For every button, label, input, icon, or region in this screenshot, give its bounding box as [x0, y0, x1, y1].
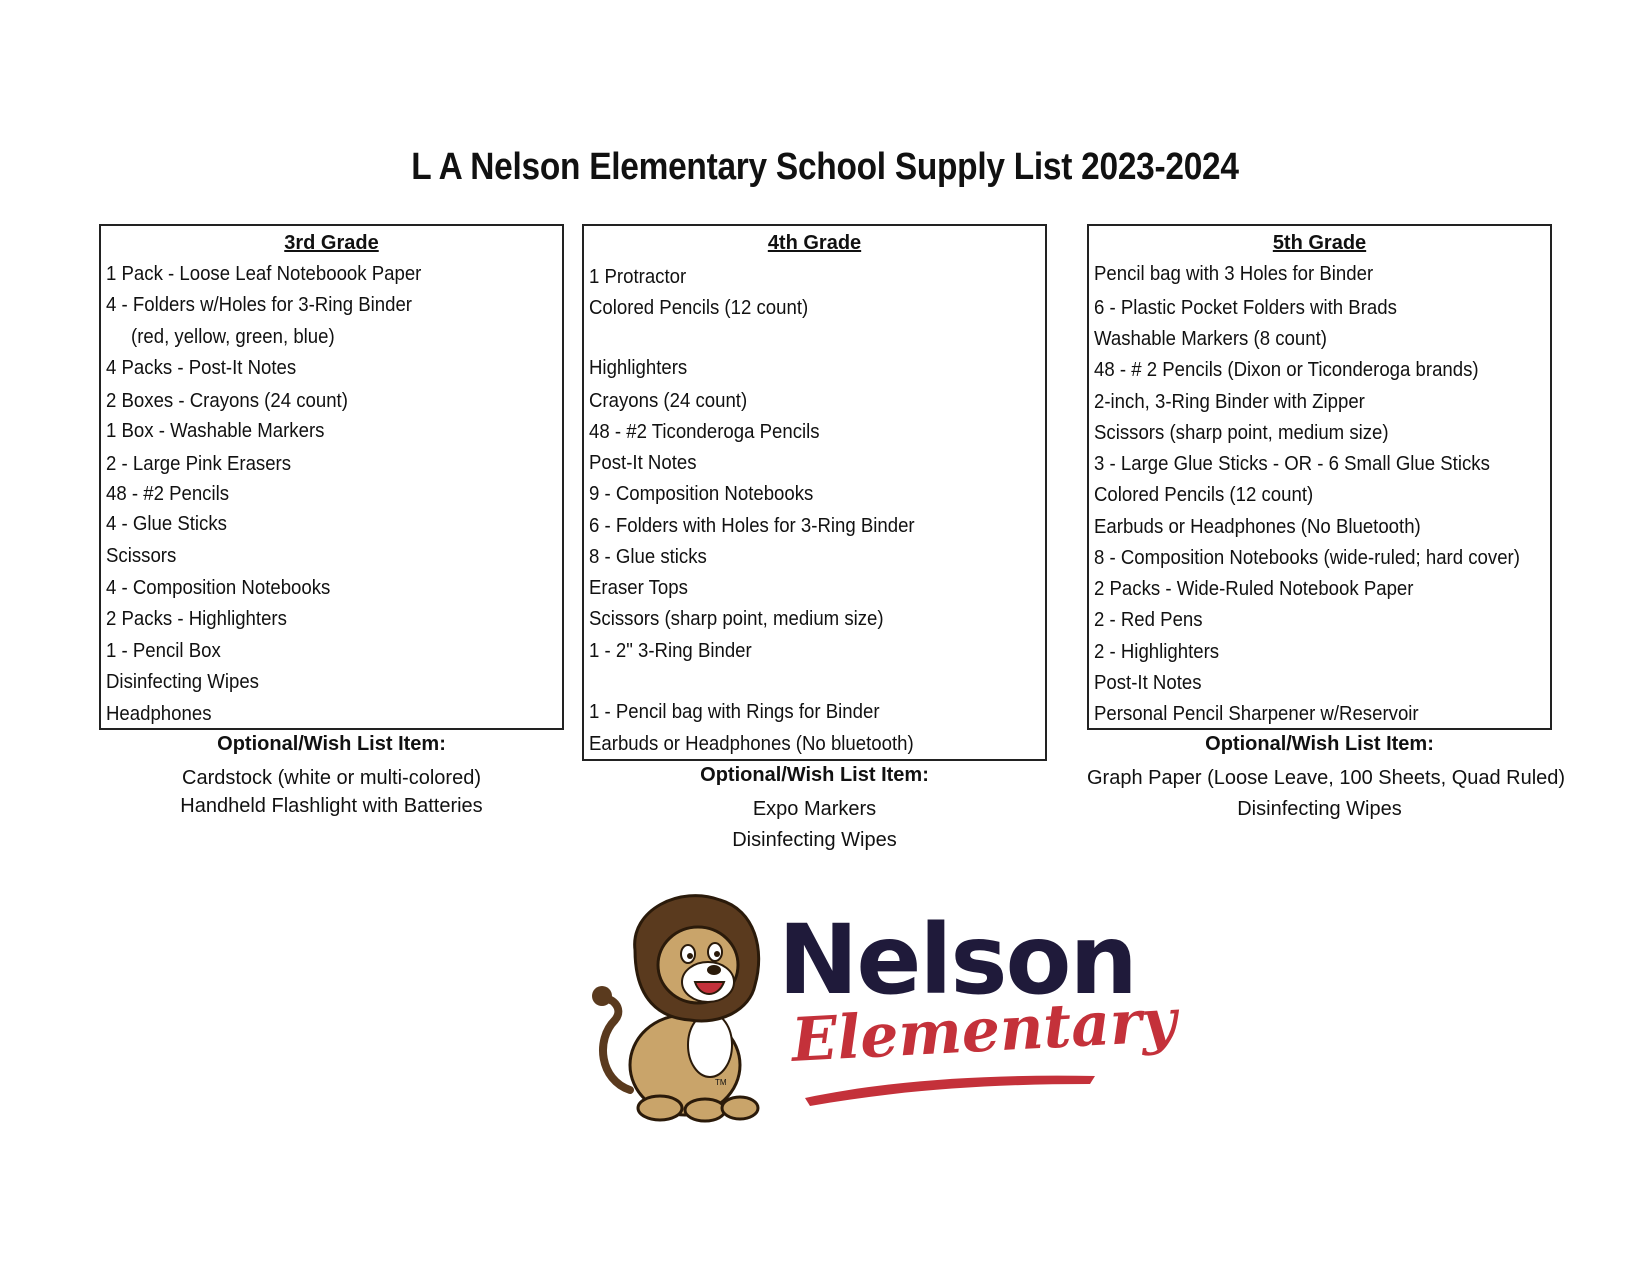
- grade-5-item: 2 - Highlighters: [1094, 641, 1220, 663]
- grade-5-item: 3 - Large Glue Sticks - OR - 6 Small Glue Sticks: [1094, 453, 1490, 475]
- grade-5-item: 48 - # 2 Pencils (Dixon or Ticonderoga brands): [1094, 359, 1479, 381]
- logo-elementary-text: Elementary: [789, 985, 1179, 1076]
- grade-4-item: 1 - 2" 3-Ring Binder: [589, 640, 752, 662]
- grade-3-item: 2 - Large Pink Erasers: [106, 453, 292, 475]
- grade-4-item: 6 - Folders with Holes for 3-Ring Binder: [589, 515, 915, 537]
- grade-4-item: Scissors (sharp point, medium size): [589, 608, 884, 630]
- grade-3-item: 2 Packs - Highlighters: [106, 608, 287, 630]
- grade-5-item: Pencil bag with 3 Holes for Binder: [1094, 263, 1374, 285]
- grade-4-box: [582, 224, 1047, 761]
- grade-3-item: 1 Box - Washable Markers: [106, 420, 325, 442]
- lion-mascot-icon: [590, 890, 775, 1125]
- grade-5-item: Earbuds or Headphones (No Bluetooth): [1094, 516, 1421, 538]
- grade-5-item: Colored Pencils (12 count): [1094, 484, 1314, 506]
- grade-3-item: Scissors: [106, 545, 177, 567]
- grade-3-item: 4 - Composition Notebooks: [106, 577, 331, 599]
- grade-4-optional-heading: Optional/Wish List Item:: [700, 764, 929, 786]
- grade-3-item: 2 Boxes - Crayons (24 count): [106, 390, 348, 412]
- grade-5-item: 6 - Plastic Pocket Folders with Brads: [1094, 297, 1397, 319]
- grade-4-item: 48 - #2 Ticonderoga Pencils: [589, 421, 820, 443]
- grade-5-optional-item: Disinfecting Wipes: [1237, 798, 1402, 820]
- grade-5-item: 8 - Composition Notebooks (wide-ruled; hard cover): [1094, 547, 1520, 569]
- grade-5-item: 2 Packs - Wide-Ruled Notebook Paper: [1094, 578, 1414, 600]
- school-logo: [590, 890, 1179, 1130]
- grade-5-item: 2-inch, 3-Ring Binder with Zipper: [1094, 391, 1365, 413]
- trademark-mark: TM: [715, 1078, 727, 1087]
- grade-3-optional-heading: Optional/Wish List Item:: [217, 733, 446, 755]
- grade-5-item: 2 - Red Pens: [1094, 609, 1203, 631]
- grade-5-item: Personal Pencil Sharpener w/Reservoir: [1094, 703, 1419, 725]
- grade-3-item: 48 - #2 Pencils: [106, 483, 230, 505]
- grade-4-item: 9 - Composition Notebooks: [589, 483, 814, 505]
- grade-4-item: Highlighters: [589, 357, 688, 379]
- grade-5-optional-item: Graph Paper (Loose Leave, 100 Sheets, Quad Ruled): [1087, 767, 1566, 789]
- grade-5-heading: 5th Grade: [1272, 232, 1367, 254]
- grade-3-optional-item: Handheld Flashlight with Batteries: [180, 795, 483, 817]
- grade-3-item: 1 Pack - Loose Leaf Noteboook Paper: [106, 263, 422, 285]
- grade-3-item: 1 - Pencil Box: [106, 640, 221, 662]
- grade-3-optional-item: Cardstock (white or multi-colored): [182, 767, 481, 789]
- grade-3-box: [99, 224, 564, 730]
- grade-5-item: Post-It Notes: [1094, 672, 1202, 694]
- grade-4-item: Earbuds or Headphones (No bluetooth): [589, 733, 914, 755]
- grade-4-item: 1 - Pencil bag with Rings for Binder: [589, 701, 880, 723]
- page-title: L A Nelson Elementary School Supply List 2023-2024: [411, 146, 1239, 188]
- grade-3-item: 4 - Folders w/Holes for 3-Ring Binder: [106, 294, 412, 316]
- grade-3-item: Disinfecting Wipes: [106, 671, 259, 693]
- grade-4-item: Post-It Notes: [589, 452, 697, 474]
- grade-3-item: 4 Packs - Post-It Notes: [106, 357, 297, 379]
- grade-3-item: 4 - Glue Sticks: [106, 513, 227, 535]
- grade-4-item: Colored Pencils (12 count): [589, 297, 809, 319]
- grade-4-optional-item: Expo Markers: [752, 798, 877, 820]
- grade-5-box: [1087, 224, 1552, 730]
- grade-5-optional: [1087, 732, 1566, 822]
- grade-3-optional: [99, 732, 564, 822]
- grade-4-item: 1 Protractor: [589, 266, 687, 288]
- grade-4-item: Crayons (24 count): [589, 390, 748, 412]
- grade-3-heading: 3rd Grade: [284, 232, 379, 254]
- logo-nelson-text: Nelson: [778, 904, 1136, 1016]
- grade-4-item: Eraser Tops: [589, 577, 688, 599]
- grade-4-optional: [582, 763, 1047, 853]
- grade-5-item: Scissors (sharp point, medium size): [1094, 422, 1389, 444]
- grade-3-item: (red, yellow, green, blue): [131, 326, 335, 348]
- logo-swoosh: [800, 1068, 1100, 1108]
- grade-4-heading: 4th Grade: [767, 232, 862, 254]
- grade-5-item: Washable Markers (8 count): [1094, 328, 1327, 350]
- grade-4-optional-item: Disinfecting Wipes: [732, 829, 897, 851]
- grade-5-optional-heading: Optional/Wish List Item:: [1205, 733, 1434, 755]
- grade-4-item: 8 - Glue sticks: [589, 546, 707, 568]
- grade-3-item: Headphones: [106, 703, 212, 725]
